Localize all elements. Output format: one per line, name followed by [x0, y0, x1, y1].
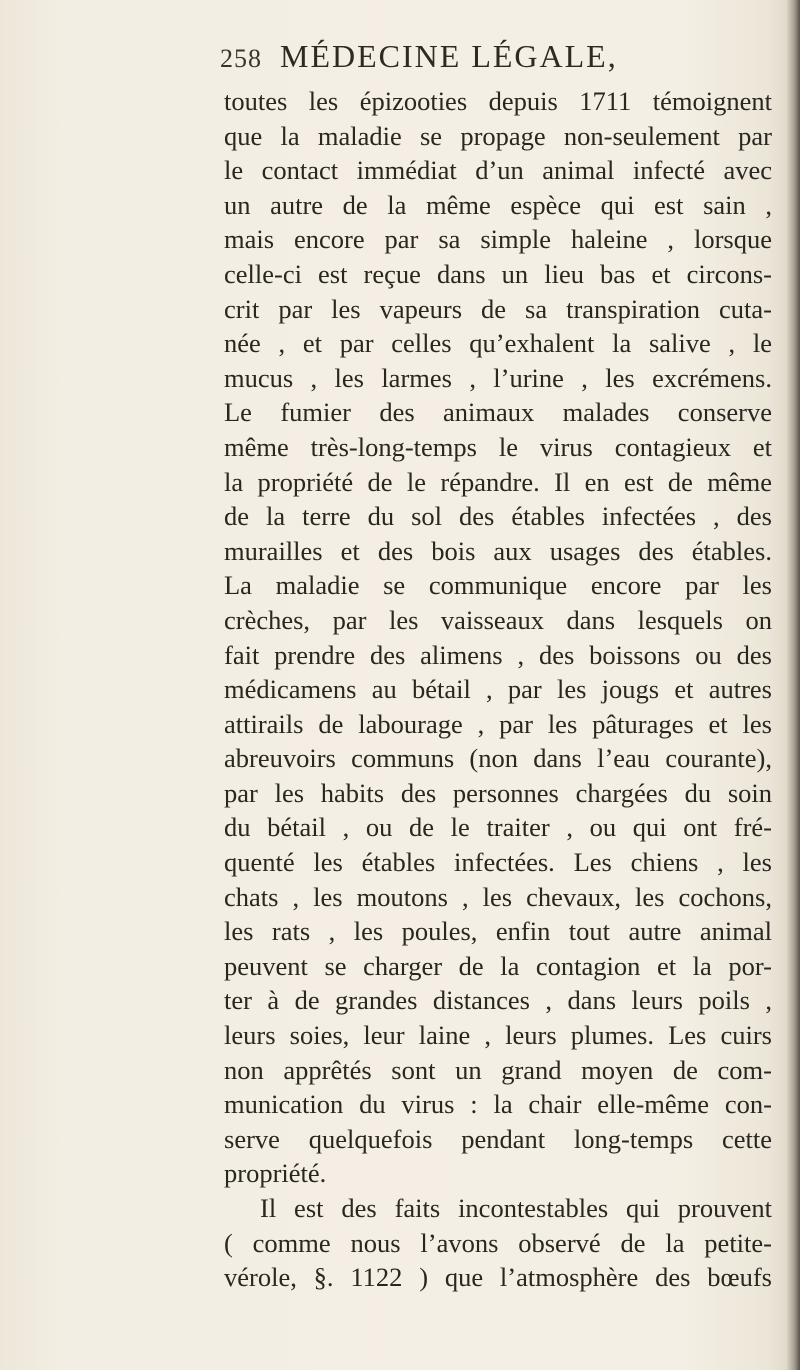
- text-line: de la terre du sol des étables infectées , des: [224, 501, 772, 532]
- text-line: ter à de grandes distances , dans leurs poils ,: [224, 985, 772, 1016]
- text-line: fait prendre des alimens , des boissons ou des: [224, 639, 772, 670]
- text-line: ( comme nous l’avons observé de la petite-: [224, 1227, 772, 1258]
- text-line: propriété.: [224, 1158, 327, 1189]
- page-number: 258: [220, 44, 262, 73]
- text-line: Le fumier des animaux malades conserve: [224, 397, 772, 428]
- paragraph-2: [224, 1191, 772, 1295]
- text-line: du bétail , ou de le traiter , ou qui ont fré-: [224, 812, 772, 843]
- text-line: Il est des faits incontestables qui prouvent: [260, 1193, 772, 1223]
- text-line: non apprêtés sont un grand moyen de com-: [224, 1054, 772, 1085]
- text-line: crèches, par les vaisseaux dans lesquels on: [224, 604, 772, 635]
- text-line: mucus , les larmes , l’urine , les excrémens.: [224, 362, 772, 393]
- text-line: médicamens au bétail , par les jougs et autres: [224, 674, 772, 705]
- text-line: La maladie se communique encore par les: [224, 570, 772, 601]
- text-line: munication du virus : la chair elle-même con-: [224, 1089, 772, 1120]
- text-line: leurs soies, leur laine , leurs plumes. Les cuirs: [224, 1020, 772, 1051]
- text-line: quenté les étables infectées. Les chiens , les: [224, 847, 772, 878]
- text-line: crit par les vapeurs de sa transpiration cuta-: [224, 293, 772, 324]
- text-line: mais encore par sa simple haleine , lorsque: [224, 224, 772, 255]
- text-line: par les habits des personnes chargées du soin: [224, 777, 772, 808]
- text-line: peuvent se charger de la contagion et la por-: [224, 950, 772, 981]
- text-line: chats , les moutons , les chevaux, les cochons,: [224, 881, 772, 912]
- text-line: que la maladie se propage non-seulement par: [224, 120, 772, 151]
- text-line: même très-long-temps le virus contagieux et: [224, 431, 772, 462]
- paragraph-1: [224, 84, 772, 1191]
- running-head: [220, 38, 740, 78]
- text-line: les rats , les poules, enfin tout autre animal: [224, 916, 772, 947]
- text-line: le contact immédiat d’un animal infecté avec: [224, 155, 772, 186]
- text-line: abreuvoirs communs (non dans l’eau courante),: [224, 743, 772, 774]
- text-line: attirails de labourage , par les pâturages et les: [224, 708, 772, 739]
- text-line: vérole, §. 1122 ) que l’atmosphère des bœufs: [224, 1262, 772, 1293]
- running-title: MÉDECINE LÉGALE,: [280, 38, 618, 74]
- text-line: serve quelquefois pendant long-temps cette: [224, 1123, 772, 1154]
- text-line: murailles et des bois aux usages des étables.: [224, 535, 772, 566]
- text-line: un autre de la même espèce qui est sain ,: [224, 189, 772, 220]
- text-line: la propriété de le répandre. Il en est de même: [224, 466, 772, 497]
- body-text: [224, 84, 772, 1295]
- page-binding-shadow: [786, 0, 800, 1370]
- text-line: toutes les épizooties depuis 1711 témoignent: [224, 86, 772, 116]
- text-line: née , et par celles qu’exhalent la salive , le: [224, 328, 772, 359]
- text-line: celle-ci est reçue dans un lieu bas et circons-: [224, 258, 772, 289]
